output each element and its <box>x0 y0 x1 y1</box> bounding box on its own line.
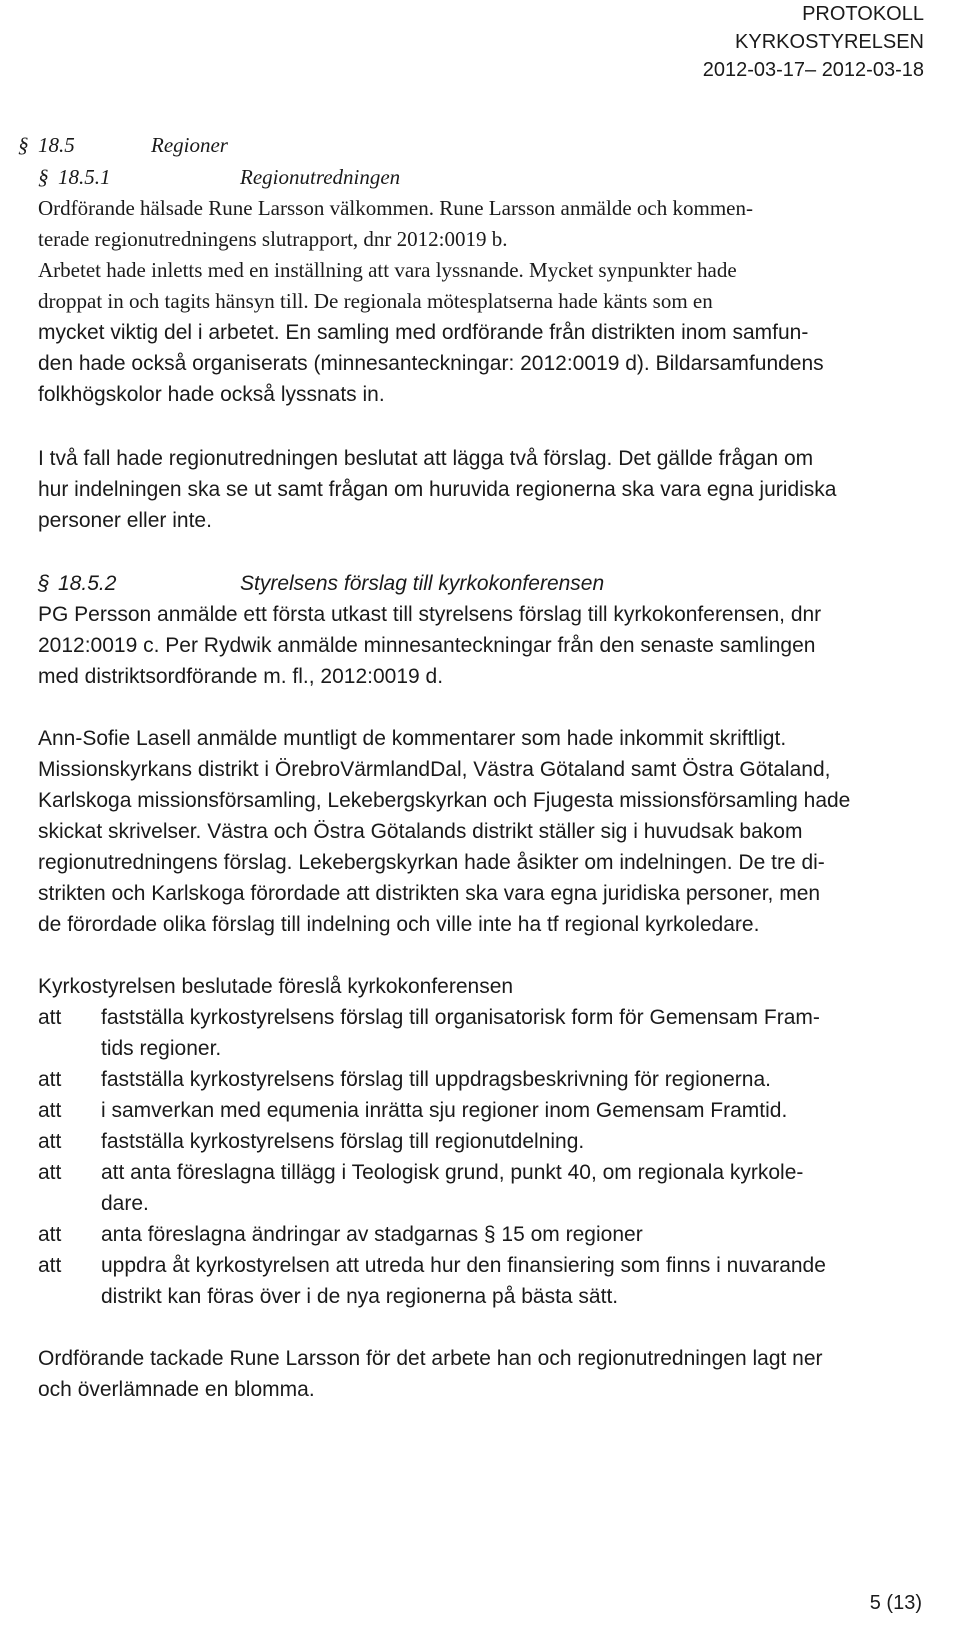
text-line: mycket viktig del i arbetet. En samling med ordförande från distrikten inom samfun- <box>38 321 809 344</box>
text-line: den hade också organiserats (minnesanteckningar: 2012:0019 d). Bildarsamfundens <box>38 352 824 375</box>
text-line: Arbetet hade inletts med en inställning att vara lyssnande. Mycket synpunkter hade <box>38 258 737 282</box>
text-line: Ordförande tackade Rune Larsson för det arbete han och regionutredningen lagt ner <box>38 1347 823 1370</box>
section-title: Regioner <box>151 133 228 157</box>
text-line: Missionskyrkans distrikt i ÖrebroVärmlandDal, Västra Götaland samt Östra Götaland, <box>38 758 831 781</box>
text-line: 2012:0019 c. Per Rydwik anmälde minnesanteckningar från den senaste samlingen <box>38 634 816 657</box>
text-line: och överlämnade en blomma. <box>38 1378 315 1401</box>
text-line: Karlskoga missionsförsamling, Lekebergskyrkan och Fjugesta missionsförsamling hade <box>38 789 851 812</box>
document-header <box>703 0 924 84</box>
decision-text: anta föreslagna ändringar av stadgarnas § 15 om regioner <box>101 1223 643 1246</box>
section-title: Regionutredningen <box>240 165 401 189</box>
text-line: personer eller inte. <box>38 509 212 532</box>
section-symbol: § <box>38 165 49 189</box>
att-label: att <box>38 1161 62 1184</box>
att-label: att <box>38 1068 62 1091</box>
section-number: 18.5.1 <box>58 165 111 189</box>
section-title: Styrelsens förslag till kyrkokonferensen <box>240 572 605 595</box>
att-label: att <box>38 1099 62 1122</box>
text-line: med distriktsordförande m. fl., 2012:0019 d. <box>38 665 444 688</box>
section-symbol: § <box>18 133 29 157</box>
att-label: att <box>38 1006 62 1029</box>
text-line: I två fall hade regionutredningen beslutat att lägga två förslag. Det gällde frågan om <box>38 447 814 470</box>
section-symbol: § <box>38 572 50 595</box>
text-line: de förordade olika förslag till indelning och ville inte ha tf regional kyrkoledare. <box>38 913 760 936</box>
decision-text-cont: dare. <box>101 1192 149 1215</box>
decision-text: fastställa kyrkostyrelsens förslag till organisatorisk form för Gemensam Fram- <box>101 1006 820 1029</box>
decision-text: uppdra åt kyrkostyrelsen att utreda hur den finansiering som finns i nuvarande <box>101 1254 826 1277</box>
text-line: hur indelningen ska se ut samt frågan om huruvida regionerna ska vara egna juridiska <box>38 478 837 501</box>
section-number: 18.5 <box>38 133 75 157</box>
att-label: att <box>38 1130 62 1153</box>
decision-text-cont: tids regioner. <box>101 1037 222 1060</box>
section-number: 18.5.2 <box>58 572 117 595</box>
text-line: droppat in och tagits hänsyn till. De regionala mötesplatserna hade känts som en <box>38 289 713 313</box>
text-line: terade regionutredningens slutrapport, dnr 2012:0019 b. <box>38 227 508 251</box>
text-line: skickat skrivelser. Västra och Östra Götalands distrikt ställer sig i huvudsak bakom <box>38 820 803 843</box>
text-line: strikten och Karlskoga förordade att distrikten ska vara egna juridiska personer, men <box>38 882 821 905</box>
att-label: att <box>38 1223 62 1246</box>
decision-text: fastställa kyrkostyrelsens förslag till uppdragsbeskrivning för regionerna. <box>101 1068 771 1091</box>
text-line: regionutredningens förslag. Lekebergskyrkan hade åsikter om indelningen. De tre di- <box>38 851 825 874</box>
decision-text: att anta föreslagna tillägg i Teologisk grund, punkt 40, om regionala kyrkole- <box>101 1161 804 1184</box>
text-line: Ann-Sofie Lasell anmälde muntligt de kommentarer som hade inkommit skriftligt. <box>38 727 787 750</box>
header-date-range: 2012-03-17– 2012-03-18 <box>702 59 924 81</box>
att-label: att <box>38 1254 62 1277</box>
decision-text: fastställa kyrkostyrelsens förslag till regionutdelning. <box>101 1130 585 1153</box>
header-doc-type: PROTOKOLL <box>802 3 924 25</box>
text-line: PG Persson anmälde ett första utkast till styrelsens förslag till kyrkokonferensen, dnr <box>38 603 822 626</box>
text-line: Ordförande hälsade Rune Larsson välkommen. Rune Larsson anmälde och kommen- <box>38 196 753 220</box>
text-line: folkhögskolor hade också lyssnats in. <box>38 383 385 406</box>
header-organization: KYRKOSTYRELSEN <box>735 31 924 53</box>
decision-text: i samverkan med equmenia inrätta sju regioner inom Gemensam Framtid. <box>101 1099 788 1122</box>
page-number: 5 (13) <box>869 1592 922 1614</box>
decision-text-cont: distrikt kan föras över i de nya regionerna på bästa sätt. <box>101 1285 619 1308</box>
decision-intro: Kyrkostyrelsen beslutade föreslå kyrkokonferensen <box>38 975 514 998</box>
